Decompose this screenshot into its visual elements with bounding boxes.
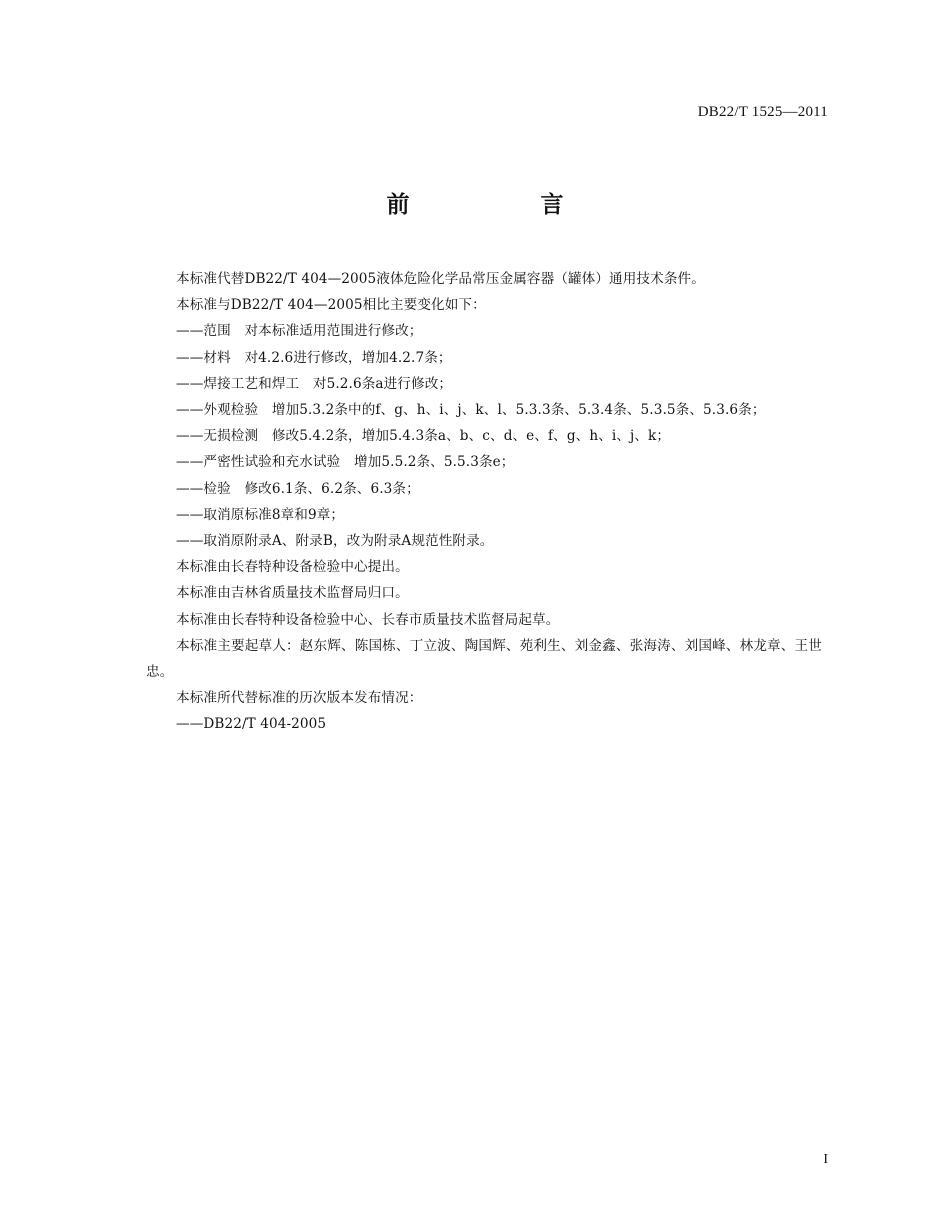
foreword-body (146, 266, 822, 738)
change-item: ——材料 对4.2.6进行修改，增加4.2.7条； (176, 349, 452, 366)
change-item: ——取消原标准8章和9章； (176, 506, 345, 523)
section-title: 前 言 (386, 192, 618, 218)
paragraph: 本标准由长春特种设备检验中心提出。 (176, 559, 409, 576)
page-number: I (823, 1152, 828, 1167)
paragraph: 本标准与DB22/T 404—2005相比主要变化如下： (176, 297, 486, 314)
change-item: ——取消原附录A、附录B，改为附录A规范性附录。 (176, 533, 494, 550)
paragraph: 本标准代替DB22/T 404—2005液体危险化学品常压金属容器（罐体）通用技术条件。 (176, 271, 705, 287)
change-item: ——焊接工艺和焊工 对5.2.6条a进行修改； (176, 375, 453, 392)
change-item: ——外观检验 增加5.3.2条中的f、g、h、i、j、k、l、5.3.3条、5.3.4条、5.3.5条、5.3.6条； (176, 402, 766, 419)
paragraph: 本标准由长春特种设备检验中心、长春市质量技术监督局起草。 (176, 611, 560, 628)
change-item: ——严密性试验和充水试验 增加5.5.2条、5.5.3条e； (176, 454, 515, 471)
document-code: DB22/T 1525—2011 (697, 104, 828, 120)
drafters-paragraph: 本标准主要起草人：赵东辉、陈国栋、丁立波、陶国辉、苑利生、刘金鑫、张海涛、刘国峰、林龙章、王世忠。 (146, 637, 822, 681)
change-item: ——范围 对本标准适用范围进行修改； (176, 323, 423, 340)
previous-version-item: ——DB22/T 404-2005 (176, 716, 327, 733)
paragraph: 本标准由吉林省质量技术监督局归口。 (176, 585, 409, 602)
paragraph: 本标准所代替标准的历次版本发布情况： (176, 690, 423, 707)
change-item: ——检验 修改6.1条、6.2条、6.3条； (176, 480, 420, 497)
change-item: ——无损检测 修改5.4.2条，增加5.4.3条a、b、c、d、e、f、g、h、i、j、k； (176, 428, 671, 445)
